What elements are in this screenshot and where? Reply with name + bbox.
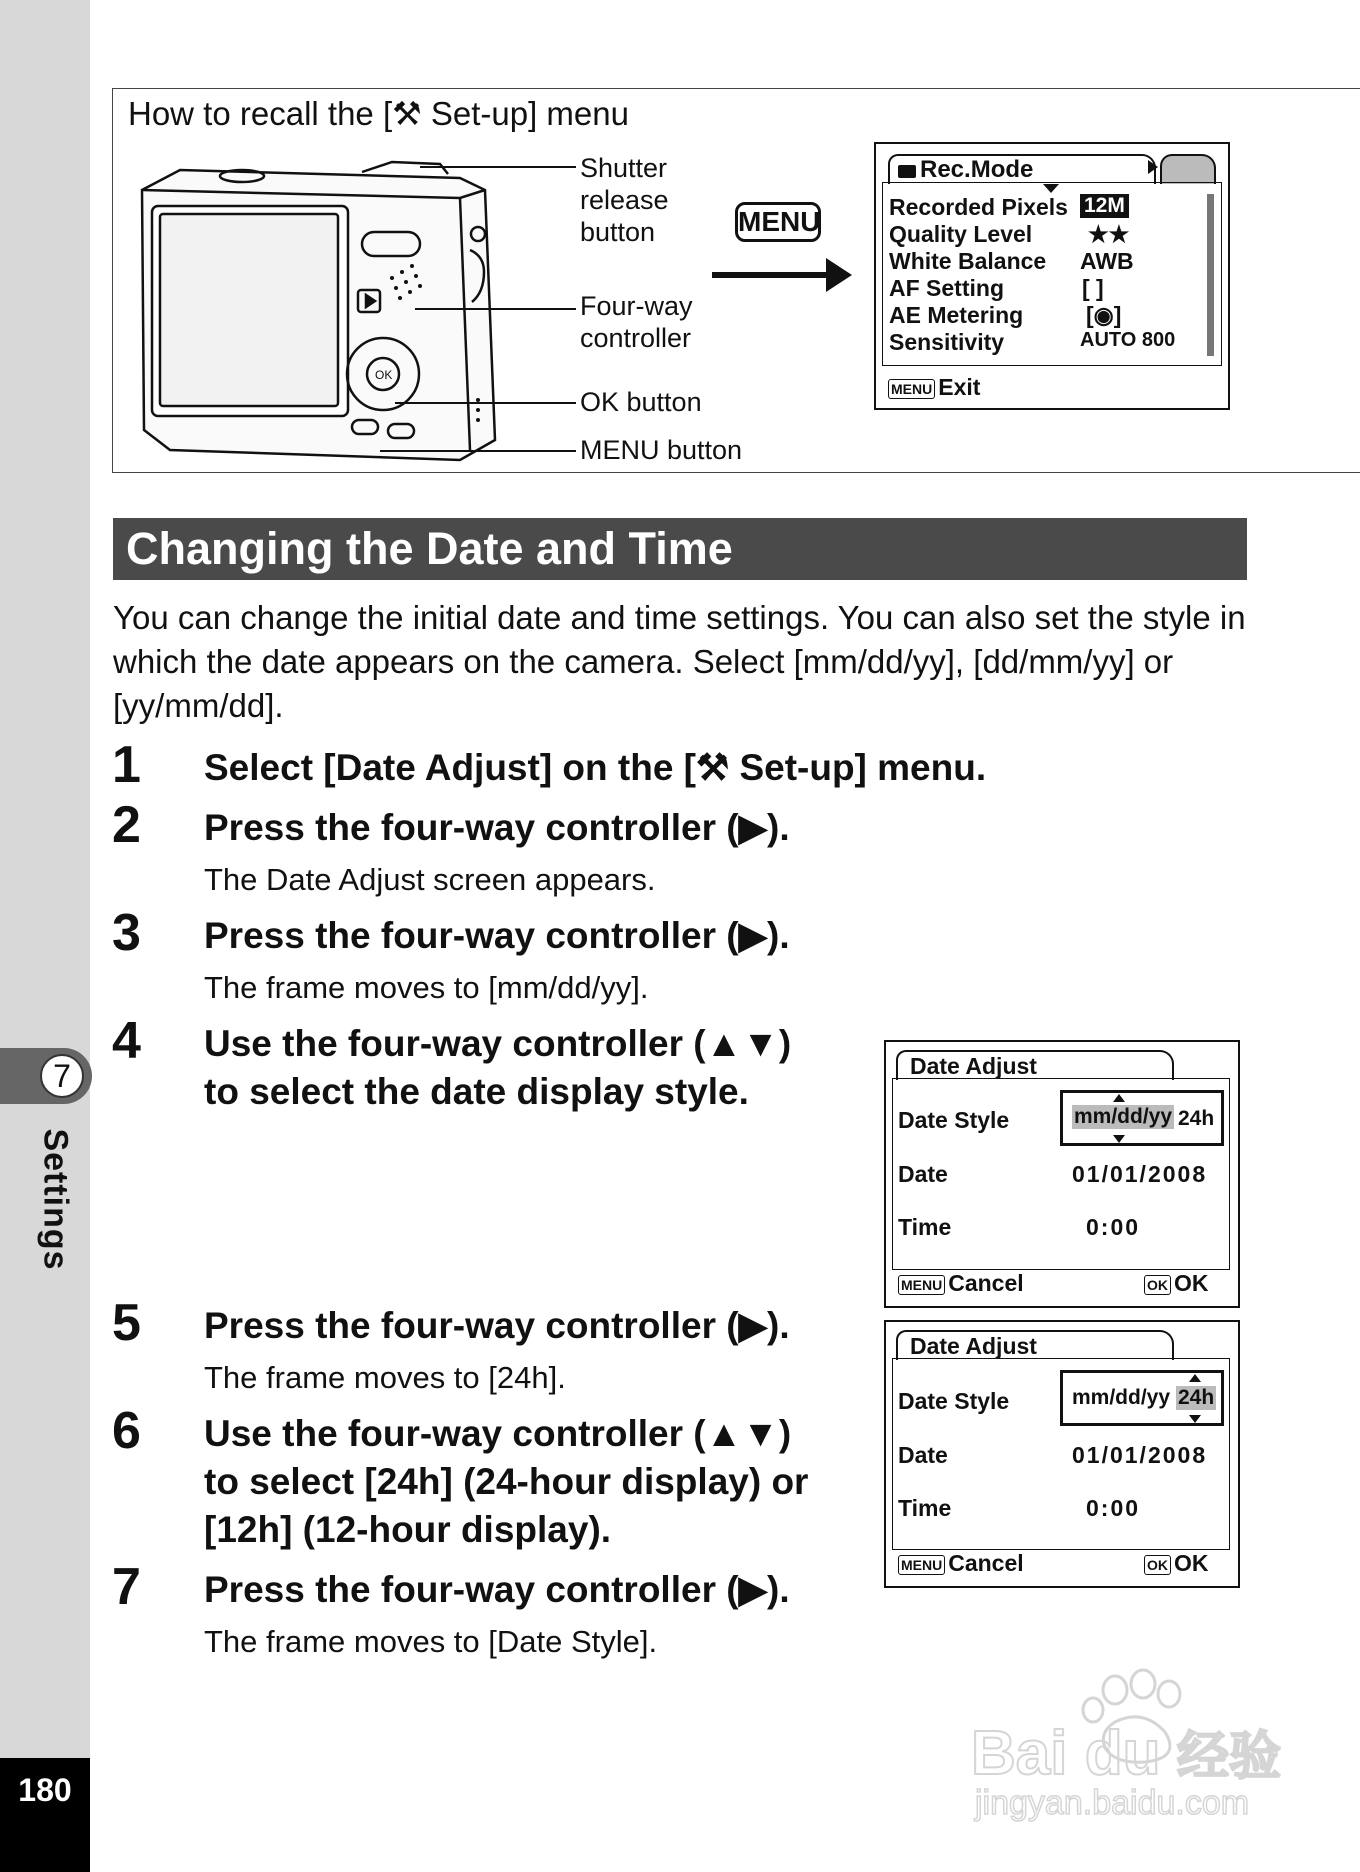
step-result: The frame moves to [Date Style]. (204, 1624, 658, 1659)
step-instruction: Press the four-way controller (▶). (204, 1569, 790, 1610)
time-label: Time (898, 1214, 952, 1240)
date-label: Date (898, 1161, 948, 1187)
chapter-number: 7 (40, 1054, 84, 1098)
step-number: 2 (112, 796, 141, 854)
date-style-label: Date Style (898, 1107, 1010, 1133)
step-instruction: Press the four-way controller (▶). (204, 807, 790, 848)
shutter-callout-line (420, 166, 576, 168)
step-number: 7 (112, 1558, 141, 1616)
step-instruction: [12h] (12-hour display). (204, 1509, 612, 1550)
step-instruction: Use the four-way controller (▲▼) (204, 1023, 792, 1064)
ok-callout-line (395, 402, 576, 404)
cancel-button[interactable]: MENU Cancel (898, 1550, 1024, 1577)
step-result: The frame moves to [mm/dd/yy]. (204, 970, 649, 1005)
step-instruction: Select [Date Adjust] on the [⚒ Set-up] menu. (204, 747, 987, 788)
shutter-label: Shutter release button (580, 153, 669, 247)
af-setting-value: [ ] (1082, 275, 1104, 301)
down-arrow-icon (1113, 1135, 1125, 1143)
step-instruction: to select the date display style. (204, 1071, 749, 1112)
sidebar (0, 0, 90, 1872)
time-value: 0:00 (1086, 1214, 1141, 1240)
setup-tab-icon (1160, 154, 1216, 184)
recmode-row-label: Sensitivity (889, 329, 1005, 355)
recorded-pixels-value: 12M (1080, 194, 1129, 218)
recmode-row-label: AE Metering (889, 302, 1024, 328)
section-intro: You can change the initial date and time settings. You can also set the style in which the date appears on the camera. Select [mm/dd/yy], [dd/mm/yy] or [yy/mm/dd]. (113, 599, 1246, 724)
step-number: 3 (112, 904, 141, 962)
recmode-row-label: Quality Level (889, 221, 1033, 247)
recmode-footer: MENU Exit (888, 374, 980, 401)
page-number: 180 (0, 1758, 90, 1872)
recmode-scrollbar (1207, 194, 1214, 356)
fourway-label: Four-way controller (580, 291, 693, 353)
date-value: 01/01/2008 (1072, 1442, 1208, 1468)
hour-format-value[interactable]: 24h (1178, 1386, 1215, 1409)
time-value: 0:00 (1086, 1495, 1141, 1521)
ok-key-icon: OK (1144, 1275, 1171, 1295)
white-balance-value: AWB (1080, 248, 1134, 274)
down-arrow-icon (1189, 1415, 1201, 1423)
menu-callout-line (380, 450, 576, 452)
arrow-right-head-icon (826, 258, 852, 292)
step-result: The Date Adjust screen appears. (204, 862, 656, 897)
step-instruction: Press the four-way controller (▶). (204, 915, 790, 956)
ok-button[interactable]: OK OK (1144, 1270, 1209, 1297)
step-instruction: Press the four-way controller (▶). (204, 1305, 790, 1346)
svg-text:jingyan.baidu.com: jingyan.baidu.com (975, 1784, 1250, 1822)
camera-illustration (130, 150, 570, 470)
cancel-button[interactable]: MENU Cancel (898, 1270, 1024, 1297)
date-adjust-tab: Date Adjust (896, 1050, 1174, 1080)
step-number: 4 (112, 1012, 141, 1070)
section-title: Changing the Date and Time (126, 523, 733, 574)
svg-text:OK: OK (375, 368, 393, 382)
quality-level-value: ★★ (1088, 221, 1130, 247)
recmode-row-label: Recorded Pixels (889, 194, 1068, 220)
step-instruction: Use the four-way controller (▲▼) (204, 1413, 792, 1454)
time-label: Time (898, 1495, 952, 1521)
ok-key-icon: OK (1144, 1555, 1171, 1575)
date-style-value[interactable]: mm/dd/yy (1074, 1105, 1173, 1128)
date-label: Date (898, 1442, 948, 1468)
recall-title: How to recall the [⚒ Set-up] menu (128, 95, 629, 132)
tab-arrow-right-icon (1148, 160, 1158, 174)
camera-icon (898, 165, 916, 178)
step-instruction: to select [24h] (24-hour display) or (204, 1461, 809, 1502)
sensitivity-value: AUTO 800 (1080, 329, 1176, 351)
baidu-watermark-logo (965, 1662, 1285, 1822)
step-number: 5 (112, 1294, 141, 1352)
ae-metering-value: [◉] (1086, 302, 1122, 328)
date-style-label: Date Style (898, 1388, 1010, 1414)
fourway-callout-line (415, 308, 576, 310)
up-arrow-icon (1113, 1094, 1125, 1102)
date-adjust-tab: Date Adjust (896, 1330, 1174, 1360)
menu-key-icon: MENU (735, 202, 821, 242)
menu-key-icon: MENU (898, 1555, 945, 1575)
date-style-value[interactable]: mm/dd/yy (1072, 1386, 1171, 1409)
chapter-title: Settings (36, 1128, 75, 1271)
arrow-right-icon (712, 272, 832, 278)
recmode-row-label: White Balance (889, 248, 1047, 274)
ok-button-label: OK button (580, 387, 702, 417)
svg-text:Bai du: Bai du (971, 1719, 1161, 1788)
menu-key-icon: MENU (898, 1275, 945, 1295)
recmode-tab: Rec.Mode (888, 154, 1156, 184)
hour-format-value[interactable]: 24h (1178, 1107, 1215, 1130)
menu-button-label: MENU button (580, 435, 743, 465)
ok-button[interactable]: OK OK (1144, 1550, 1209, 1577)
step-number: 6 (112, 1402, 141, 1460)
recmode-row-label: AF Setting (889, 275, 1004, 301)
step-number: 1 (112, 736, 141, 794)
date-value: 01/01/2008 (1072, 1161, 1208, 1187)
up-arrow-icon (1189, 1374, 1201, 1382)
step-result: The frame moves to [24h]. (204, 1360, 566, 1395)
menu-key-icon: MENU (888, 379, 935, 399)
svg-text:经验: 经验 (1177, 1727, 1282, 1787)
